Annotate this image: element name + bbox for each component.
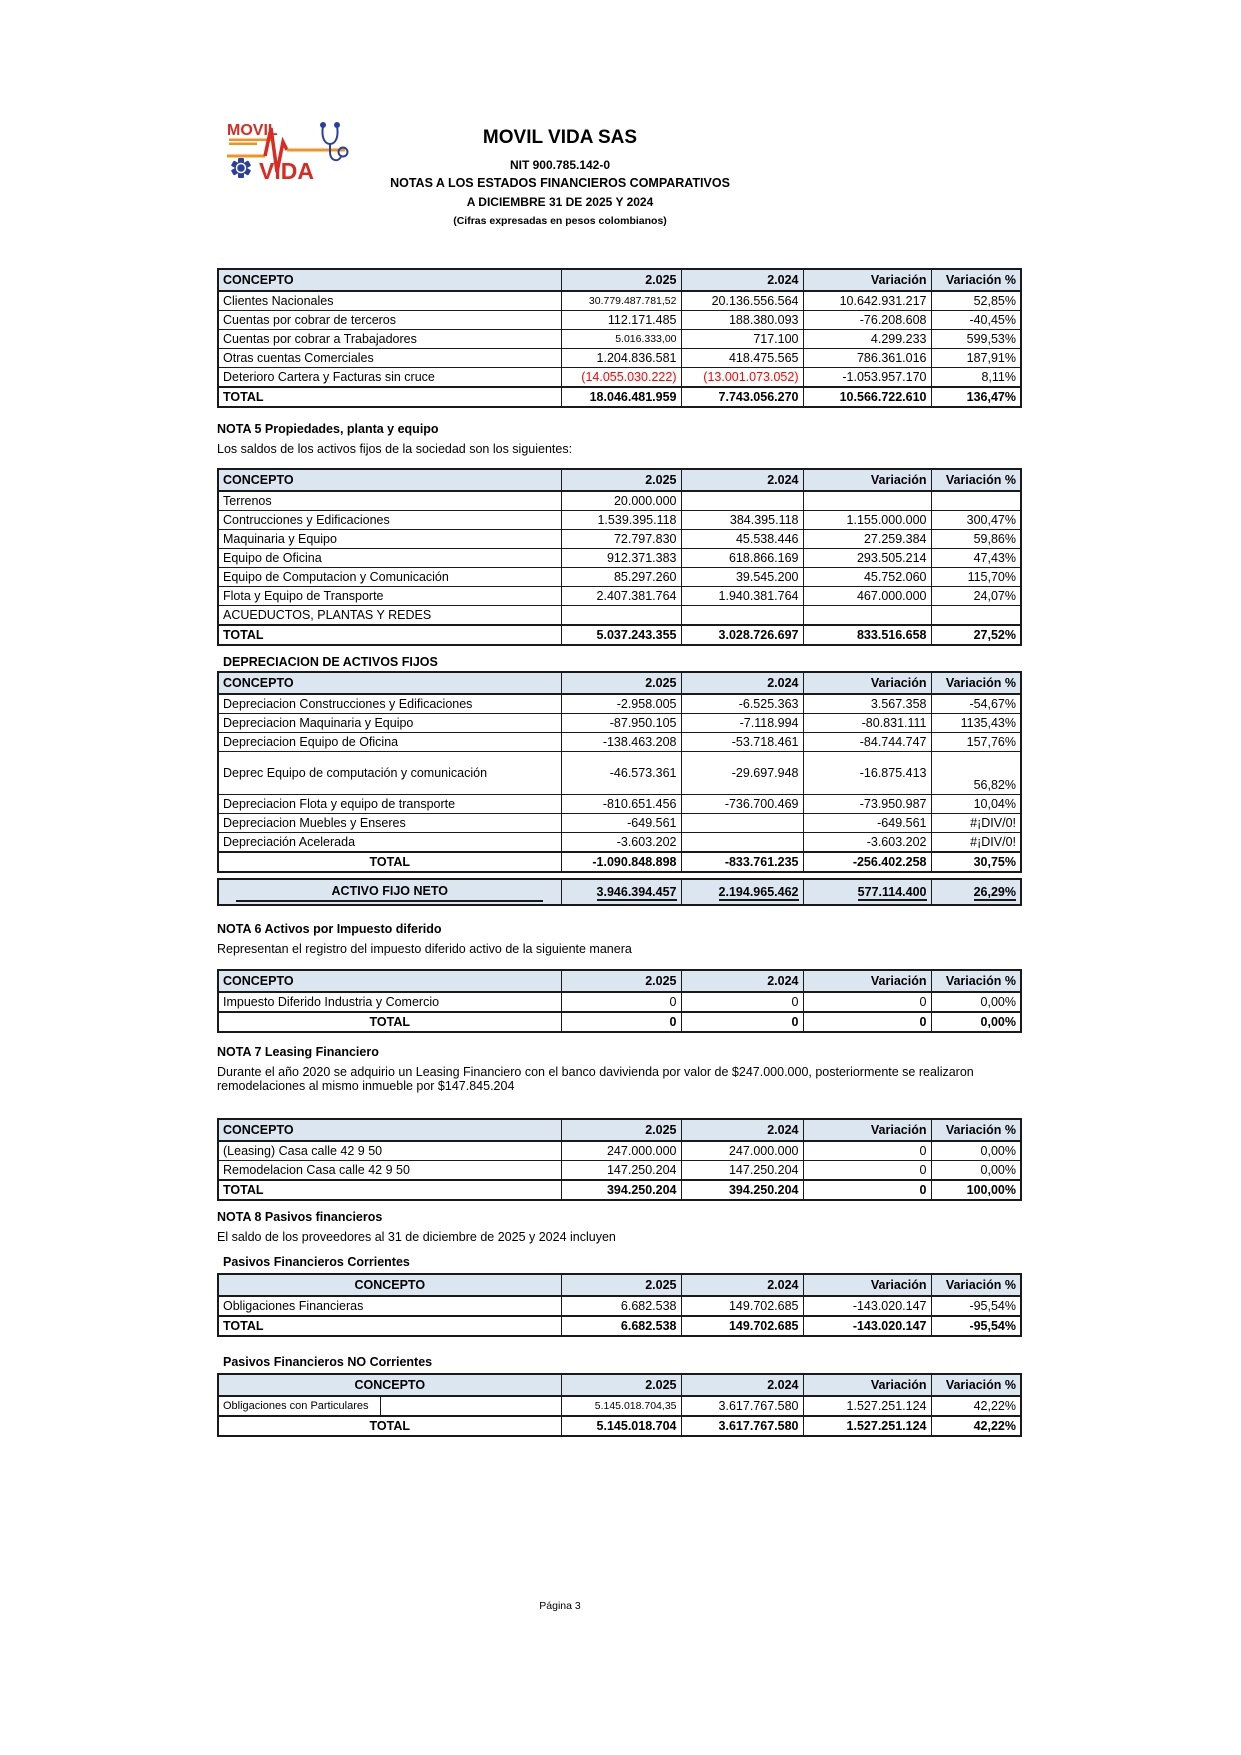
value-cell: -87.950.105 <box>561 714 681 733</box>
nota8-heading: NOTA 8 Pasivos financieros <box>217 1210 383 1224</box>
column-header: 2.024 <box>681 269 803 291</box>
value-cell: 100,00% <box>931 1180 1021 1200</box>
value-cell: 157,76% <box>931 733 1021 752</box>
value-cell <box>681 606 803 626</box>
value-cell: 56,82% <box>931 752 1021 795</box>
value-cell: 833.516.658 <box>803 625 931 645</box>
table-row <box>218 814 1021 833</box>
value-cell <box>931 491 1021 511</box>
column-header: CONCEPTO <box>218 269 561 291</box>
concept-cell: Impuesto Diferido Industria y Comercio <box>218 992 561 1012</box>
value-cell: 0 <box>681 992 803 1012</box>
company-nit: NIT 900.785.142-0 <box>509 158 611 172</box>
value-cell: -95,54% <box>931 1296 1021 1316</box>
column-header: Variación <box>803 1374 931 1396</box>
depreciacion-activos-fijos-table <box>217 671 1022 873</box>
value-cell: 1.527.251.124 <box>803 1416 931 1436</box>
value-cell: 247.000.000 <box>681 1141 803 1161</box>
concept-cell: Maquinaria y Equipo <box>218 530 561 549</box>
value-cell: 0,00% <box>931 1141 1021 1161</box>
pasivos-financieros-no-corrientes-table <box>217 1373 1022 1437</box>
header-row <box>218 1119 1021 1141</box>
document-period: A DICIEMBRE 31 DE 2025 Y 2024 <box>466 195 654 209</box>
value-cell <box>561 606 681 626</box>
header-row <box>218 469 1021 491</box>
value-cell: -3.603.202 <box>561 833 681 853</box>
value-cell: 3.567.358 <box>803 694 931 714</box>
activo-fijo-neto-table <box>217 878 1022 906</box>
table-row <box>218 752 1021 795</box>
concept-cell: ACUEDUCTOS, PLANTAS Y REDES <box>218 606 561 626</box>
concept-cell: TOTAL <box>218 1416 561 1436</box>
column-header: CONCEPTO <box>218 469 561 491</box>
value-cell: 0 <box>803 992 931 1012</box>
value-cell: 18.046.481.959 <box>561 387 681 407</box>
value-cell <box>803 879 931 905</box>
concept-cell: Contrucciones y Edificaciones <box>218 511 561 530</box>
concept-cell: Cuentas por cobrar de terceros <box>218 311 561 330</box>
value-cell: 0,00% <box>931 992 1021 1012</box>
nota6-body: Representan el registro del impuesto diferido activo de la siguiente manera <box>217 942 632 956</box>
table-row <box>218 1012 1021 1032</box>
concept-cell <box>218 879 561 905</box>
value-cell <box>561 879 681 905</box>
table-row <box>218 568 1021 587</box>
value-cell: 1.940.381.764 <box>681 587 803 606</box>
column-header: Variación <box>803 469 931 491</box>
value-cell: 10.642.931.217 <box>803 291 931 311</box>
value-cell: -256.402.258 <box>803 852 931 872</box>
value-cell: 0 <box>681 1012 803 1032</box>
value-cell: -1.053.957.170 <box>803 368 931 388</box>
table-row <box>218 606 1021 626</box>
value-cell: 0 <box>803 1141 931 1161</box>
table-row <box>218 992 1021 1012</box>
column-header: Variación % <box>931 1274 1021 1296</box>
depreciacion-heading: DEPRECIACION DE ACTIVOS FIJOS <box>223 655 438 669</box>
value-cell: 42,22% <box>931 1416 1021 1436</box>
nota7-heading: NOTA 7 Leasing Financiero <box>217 1045 379 1059</box>
value-cell <box>681 833 803 853</box>
concept-cell: Clientes Nacionales <box>218 291 561 311</box>
value-cell: -2.958.005 <box>561 694 681 714</box>
value-cell: 47,43% <box>931 549 1021 568</box>
concept-cell: Otras cuentas Comerciales <box>218 349 561 368</box>
column-header: Variación % <box>931 672 1021 694</box>
underlined-value: 3.946.394.457 <box>596 885 677 899</box>
value-cell: 1.204.836.581 <box>561 349 681 368</box>
column-header: CONCEPTO <box>218 672 561 694</box>
column-header: 2.024 <box>681 1374 803 1396</box>
column-header: 2.024 <box>681 1274 803 1296</box>
table-row <box>218 587 1021 606</box>
value-cell <box>931 879 1021 905</box>
table-row <box>218 349 1021 368</box>
column-header: 2.025 <box>561 469 681 491</box>
column-header: Variación <box>803 1119 931 1141</box>
value-cell: -80.831.111 <box>803 714 931 733</box>
column-header: CONCEPTO <box>218 1374 561 1396</box>
value-cell: 149.702.685 <box>681 1296 803 1316</box>
value-cell: 5.145.018.704,35 <box>561 1396 681 1416</box>
value-cell: 912.371.383 <box>561 549 681 568</box>
value-cell: 45.752.060 <box>803 568 931 587</box>
header-row <box>218 1374 1021 1396</box>
value-cell: -143.020.147 <box>803 1316 931 1336</box>
nota7-body: Durante el año 2020 se adquirio un Leasing Financiero con el banco davivienda por valor de $247.000.000, posteriormente se realizaron remodelaciones al mismo inmueble por $147.845.204 <box>217 1065 974 1093</box>
value-cell: 42,22% <box>931 1396 1021 1416</box>
value-cell: 5.145.018.704 <box>561 1416 681 1436</box>
value-cell <box>803 606 931 626</box>
value-cell: 4.299.233 <box>803 330 931 349</box>
column-header: Variación <box>803 1274 931 1296</box>
value-cell: 20.136.556.564 <box>681 291 803 311</box>
cuentas-por-cobrar-table-wrap <box>217 268 1022 408</box>
table-row <box>218 491 1021 511</box>
underlined-value: 26,29% <box>973 885 1016 899</box>
table-row <box>218 714 1021 733</box>
column-header: Variación % <box>931 1374 1021 1396</box>
value-cell: 59,86% <box>931 530 1021 549</box>
concept-cell: Depreciacion Construcciones y Edificaciones <box>218 694 561 714</box>
concept-cell: Deterioro Cartera y Facturas sin cruce <box>218 368 561 388</box>
value-cell: 717.100 <box>681 330 803 349</box>
concept-cell: TOTAL <box>218 625 561 645</box>
company-name: MOVIL VIDA SAS <box>482 127 638 148</box>
underlined-value: 577.114.400 <box>857 885 927 899</box>
title-block <box>200 126 920 227</box>
value-cell: -649.561 <box>561 814 681 833</box>
column-header: CONCEPTO <box>218 1274 561 1296</box>
column-header: Variación <box>803 269 931 291</box>
value-cell: 0 <box>803 1180 931 1200</box>
value-cell: 3.617.767.580 <box>681 1396 803 1416</box>
value-cell: -29.697.948 <box>681 752 803 795</box>
table-row <box>218 833 1021 853</box>
column-header: Variación <box>803 970 931 992</box>
document-title: NOTAS A LOS ESTADOS FINANCIEROS COMPARATIVOS <box>390 176 730 190</box>
column-header: Variación <box>803 672 931 694</box>
value-cell: 384.395.118 <box>681 511 803 530</box>
concept-cell: TOTAL <box>218 1180 561 1200</box>
value-cell: 293.505.214 <box>803 549 931 568</box>
column-header: Variación % <box>931 469 1021 491</box>
value-cell: 8,11% <box>931 368 1021 388</box>
concept-cell: Flota y Equipo de Transporte <box>218 587 561 606</box>
value-cell: 5.037.243.355 <box>561 625 681 645</box>
column-header: 2.024 <box>681 672 803 694</box>
table-row <box>218 387 1021 407</box>
value-cell: 149.702.685 <box>681 1316 803 1336</box>
value-cell: 1.527.251.124 <box>803 1396 931 1416</box>
value-cell: -143.020.147 <box>803 1296 931 1316</box>
concept-cell: Depreciación Acelerada <box>218 833 561 853</box>
nota5-body: Los saldos de los activos fijos de la sociedad son los siguientes: <box>217 442 573 456</box>
value-cell: #¡DIV/0! <box>931 833 1021 853</box>
value-cell: 3.617.767.580 <box>681 1416 803 1436</box>
value-cell: 0,00% <box>931 1012 1021 1032</box>
value-cell: -1.090.848.898 <box>561 852 681 872</box>
value-cell: -138.463.208 <box>561 733 681 752</box>
value-cell: 394.250.204 <box>561 1180 681 1200</box>
column-header: CONCEPTO <box>218 970 561 992</box>
value-cell: -84.744.747 <box>803 733 931 752</box>
value-cell: 115,70% <box>931 568 1021 587</box>
concept-cell: Depreciacion Flota y equipo de transporte <box>218 795 561 814</box>
table-row <box>218 1180 1021 1200</box>
concept-cell: Deprec Equipo de computación y comunicación <box>218 752 561 795</box>
pasivos-corrientes-table-wrap <box>217 1273 1022 1337</box>
depreciacion-table-wrap <box>217 671 1022 873</box>
value-cell: 30.779.487.781,52 <box>561 291 681 311</box>
cuentas-por-cobrar-table <box>217 268 1022 408</box>
value-cell: -810.651.456 <box>561 795 681 814</box>
table-row <box>218 1296 1021 1316</box>
concept-cell: TOTAL <box>218 387 561 407</box>
value-cell: 0 <box>561 992 681 1012</box>
table-row <box>218 530 1021 549</box>
concept-cell: (Leasing) Casa calle 42 9 50 <box>218 1141 561 1161</box>
value-cell: 247.000.000 <box>561 1141 681 1161</box>
concept-cell: Cuentas por cobrar a Trabajadores <box>218 330 561 349</box>
column-header: Variación % <box>931 269 1021 291</box>
propiedades-planta-equipo-table <box>217 468 1022 646</box>
value-cell: -95,54% <box>931 1316 1021 1336</box>
table-row <box>218 852 1021 872</box>
table-row <box>218 549 1021 568</box>
value-cell: 27.259.384 <box>803 530 931 549</box>
value-cell: 187,91% <box>931 349 1021 368</box>
value-cell: -16.875.413 <box>803 752 931 795</box>
concept-cell: TOTAL <box>218 1316 561 1336</box>
value-cell: 599,53% <box>931 330 1021 349</box>
leasing-table-wrap <box>217 1118 1022 1201</box>
value-cell: -649.561 <box>803 814 931 833</box>
concept-cell: Depreciacion Equipo de Oficina <box>218 733 561 752</box>
value-cell: -73.950.987 <box>803 795 931 814</box>
value-cell <box>803 491 931 511</box>
concept-cell: Depreciacion Maquinaria y Equipo <box>218 714 561 733</box>
value-cell: 147.250.204 <box>561 1161 681 1181</box>
propiedades-table-wrap <box>217 468 1022 646</box>
table-row <box>218 311 1021 330</box>
logo-movil-text: MOVIL <box>227 122 278 139</box>
pasivos-financieros-corrientes-table <box>217 1273 1022 1337</box>
concept-cell: Remodelacion Casa calle 42 9 50 <box>218 1161 561 1181</box>
table-row <box>218 1141 1021 1161</box>
value-cell: 52,85% <box>931 291 1021 311</box>
currency-note: (Cifras expresadas en pesos colombianos) <box>453 215 667 227</box>
value-cell: #¡DIV/0! <box>931 814 1021 833</box>
table-row <box>218 1161 1021 1181</box>
value-cell: 786.361.016 <box>803 349 931 368</box>
concept-cell: TOTAL <box>218 852 561 872</box>
table-row <box>218 1416 1021 1436</box>
value-cell: -7.118.994 <box>681 714 803 733</box>
value-cell <box>681 491 803 511</box>
nota5-heading: NOTA 5 Propiedades, planta y equipo <box>217 422 439 436</box>
concept-cell: Obligaciones con Particulares <box>218 1396 561 1416</box>
value-cell: -736.700.469 <box>681 795 803 814</box>
table-row <box>218 368 1021 388</box>
column-header: 2.025 <box>561 970 681 992</box>
value-cell: 300,47% <box>931 511 1021 530</box>
table-row <box>218 1396 1021 1416</box>
value-cell: 0 <box>803 1012 931 1032</box>
value-cell: 3.028.726.697 <box>681 625 803 645</box>
value-cell: -53.718.461 <box>681 733 803 752</box>
value-cell: 5.016.333,00 <box>561 330 681 349</box>
table-row <box>218 291 1021 311</box>
value-cell: 39.545.200 <box>681 568 803 587</box>
value-cell: (13.001.073.052) <box>681 368 803 388</box>
value-cell: 618.866.169 <box>681 549 803 568</box>
value-cell: -54,67% <box>931 694 1021 714</box>
value-cell: -46.573.361 <box>561 752 681 795</box>
column-header: 2.024 <box>681 1119 803 1141</box>
header-row <box>218 269 1021 291</box>
value-cell: 20.000.000 <box>561 491 681 511</box>
value-cell: 1.539.395.118 <box>561 511 681 530</box>
leasing-financiero-table <box>217 1118 1022 1201</box>
concept-cell: TOTAL <box>218 1012 561 1032</box>
header-row <box>218 672 1021 694</box>
nota8-body: El saldo de los proveedores al 31 de diciembre de 2025 y 2024 incluyen <box>217 1230 616 1244</box>
value-cell: -3.603.202 <box>803 833 931 853</box>
underlined-value: 2.194.965.462 <box>718 885 799 899</box>
pasivos-no-corrientes-subheading: Pasivos Financieros NO Corrientes <box>223 1355 433 1369</box>
table-row <box>218 330 1021 349</box>
value-cell: -76.208.608 <box>803 311 931 330</box>
table-row <box>218 879 1021 905</box>
value-cell: 1.155.000.000 <box>803 511 931 530</box>
concept-cell: Equipo de Oficina <box>218 549 561 568</box>
value-cell: 6.682.538 <box>561 1296 681 1316</box>
value-cell: -833.761.235 <box>681 852 803 872</box>
concept-cell: Depreciacion Muebles y Enseres <box>218 814 561 833</box>
column-header: 2.025 <box>561 269 681 291</box>
value-cell: 72.797.830 <box>561 530 681 549</box>
column-header: 2.024 <box>681 469 803 491</box>
concept-cell: Terrenos <box>218 491 561 511</box>
column-header: Variación % <box>931 1119 1021 1141</box>
column-header: 2.025 <box>561 1119 681 1141</box>
column-header: CONCEPTO <box>218 1119 561 1141</box>
column-header: 2.025 <box>561 1374 681 1396</box>
nota6-heading: NOTA 6 Activos por Impuesto diferido <box>217 922 442 936</box>
value-cell: (14.055.030.222) <box>561 368 681 388</box>
value-cell: 85.297.260 <box>561 568 681 587</box>
value-cell: 30,75% <box>931 852 1021 872</box>
impuesto-diferido-table-wrap <box>217 969 1022 1033</box>
column-header: 2.025 <box>561 672 681 694</box>
value-cell: 27,52% <box>931 625 1021 645</box>
table-row <box>218 694 1021 714</box>
column-header: 2.025 <box>561 1274 681 1296</box>
pasivos-corrientes-subheading: Pasivos Financieros Corrientes <box>223 1255 410 1269</box>
header-row <box>218 1274 1021 1296</box>
value-cell: 1135,43% <box>931 714 1021 733</box>
table-row <box>218 1316 1021 1336</box>
value-cell <box>681 879 803 905</box>
table-row <box>218 625 1021 645</box>
value-cell: -40,45% <box>931 311 1021 330</box>
table-row <box>218 795 1021 814</box>
concept-cell: Equipo de Computacion y Comunicación <box>218 568 561 587</box>
column-header: 2.024 <box>681 970 803 992</box>
page-number: Página 3 <box>539 1600 581 1612</box>
value-cell: 6.682.538 <box>561 1316 681 1336</box>
value-cell: 136,47% <box>931 387 1021 407</box>
underlined-value: ACTIVO FIJO NETO <box>236 883 543 902</box>
value-cell <box>681 814 803 833</box>
value-cell: 467.000.000 <box>803 587 931 606</box>
value-cell: 24,07% <box>931 587 1021 606</box>
value-cell: 418.475.565 <box>681 349 803 368</box>
activo-fijo-neto-table-wrap <box>217 878 1022 906</box>
value-cell: 188.380.093 <box>681 311 803 330</box>
value-cell: 10,04% <box>931 795 1021 814</box>
value-cell: 0,00% <box>931 1161 1021 1181</box>
value-cell: -6.525.363 <box>681 694 803 714</box>
value-cell: 45.538.446 <box>681 530 803 549</box>
value-cell: 112.171.485 <box>561 311 681 330</box>
value-cell: 0 <box>561 1012 681 1032</box>
table-row <box>218 511 1021 530</box>
logo-vida-text: VIDA <box>259 158 314 182</box>
concept-cell: Obligaciones Financieras <box>218 1296 561 1316</box>
pasivos-no-corrientes-table-wrap <box>217 1373 1022 1437</box>
impuesto-diferido-table <box>217 969 1022 1033</box>
value-cell: 2.407.381.764 <box>561 587 681 606</box>
table-row <box>218 733 1021 752</box>
value-cell: 147.250.204 <box>681 1161 803 1181</box>
value-cell: 7.743.056.270 <box>681 387 803 407</box>
value-cell: 394.250.204 <box>681 1180 803 1200</box>
value-cell: 10.566.722.610 <box>803 387 931 407</box>
header-row <box>218 970 1021 992</box>
value-cell <box>931 606 1021 626</box>
value-cell: 0 <box>803 1161 931 1181</box>
column-header: Variación % <box>931 970 1021 992</box>
